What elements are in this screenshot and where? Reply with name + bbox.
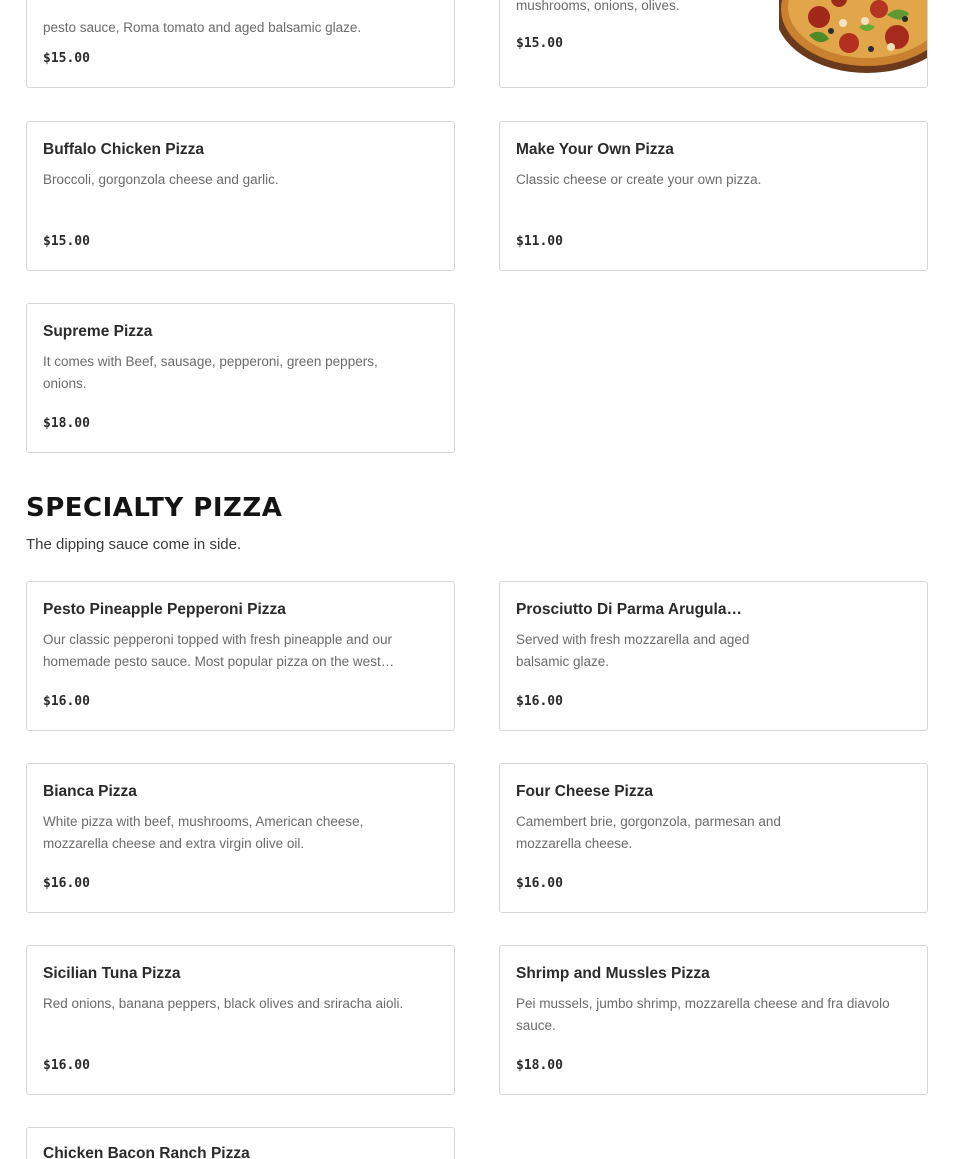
section-title: SPECIALTY PIZZA — [26, 493, 283, 523]
item-price: $18.00 — [43, 416, 90, 431]
menu-item-card[interactable] — [499, 763, 928, 913]
menu-item-card[interactable] — [499, 945, 928, 1095]
item-name: Buffalo Chicken Pizza — [43, 141, 205, 158]
item-description: Red onions, banana peppers, black olives and sriracha aioli. — [43, 996, 404, 1011]
item-price: $15.00 — [43, 234, 90, 249]
item-description: mushrooms, onions, olives. — [516, 0, 680, 13]
item-name: Pesto Pineapple Pepperoni Pizza — [43, 601, 286, 618]
item-price: $15.00 — [43, 51, 90, 66]
pizza-photo-icon — [779, 0, 927, 88]
item-name: Bianca Pizza — [43, 783, 137, 800]
menu-item-card[interactable] — [26, 303, 455, 453]
menu-item-card[interactable] — [26, 1127, 455, 1159]
menu-item-card[interactable] — [499, 581, 928, 731]
item-description: Camembert brie, gorgonzola, parmesan and mozzarella cheese. — [516, 814, 781, 851]
item-name: Chicken Bacon Ranch Pizza — [43, 1145, 250, 1159]
item-description: Broccoli, gorgonzola cheese and garlic. — [43, 172, 279, 187]
menu-item-card[interactable] — [26, 945, 455, 1095]
item-name: Four Cheese Pizza — [516, 783, 653, 800]
item-description: Classic cheese or create your own pizza. — [516, 172, 762, 187]
item-description: White pizza with beef, mushrooms, American cheese, mozzarella cheese and extra virgin olive oil. — [43, 814, 364, 851]
item-price: $15.00 — [516, 36, 563, 51]
menu-item-card[interactable] — [26, 0, 455, 88]
item-price: $16.00 — [516, 694, 563, 709]
item-name: Sicilian Tuna Pizza — [43, 965, 181, 982]
item-price: $11.00 — [516, 234, 563, 249]
item-price: $16.00 — [43, 694, 90, 709]
item-description: Our classic pepperoni topped with fresh pineapple and our homemade pesto sauce. Most popular pizza on the west… — [43, 632, 395, 669]
menu-item-card[interactable] — [26, 763, 455, 913]
item-description: It comes with Beef, sausage, pepperoni, green peppers, onions. — [43, 354, 378, 391]
menu-item-card[interactable] — [26, 121, 455, 271]
item-description: Pei mussels, jumbo shrimp, mozzarella cheese and fra diavolo sauce. — [516, 996, 890, 1033]
menu-item-card[interactable] — [499, 0, 928, 88]
item-name: Supreme Pizza — [43, 323, 153, 340]
menu-item-card[interactable] — [26, 581, 455, 731]
item-price: $16.00 — [43, 876, 90, 891]
item-name: Make Your Own Pizza — [516, 141, 674, 158]
section-subtitle: The dipping sauce come in side. — [26, 536, 242, 553]
item-price: $16.00 — [516, 876, 563, 891]
item-description: Served with fresh mozzarella and aged balsamic glaze. — [516, 632, 750, 669]
item-name: Shrimp and Mussles Pizza — [516, 965, 710, 982]
item-description: pesto sauce, Roma tomato and aged balsamic glaze. — [43, 20, 362, 35]
menu-item-card[interactable] — [499, 121, 928, 271]
item-price: $18.00 — [516, 1058, 563, 1073]
item-price: $16.00 — [43, 1058, 90, 1073]
item-name: Prosciutto Di Parma Arugula… — [516, 601, 742, 618]
